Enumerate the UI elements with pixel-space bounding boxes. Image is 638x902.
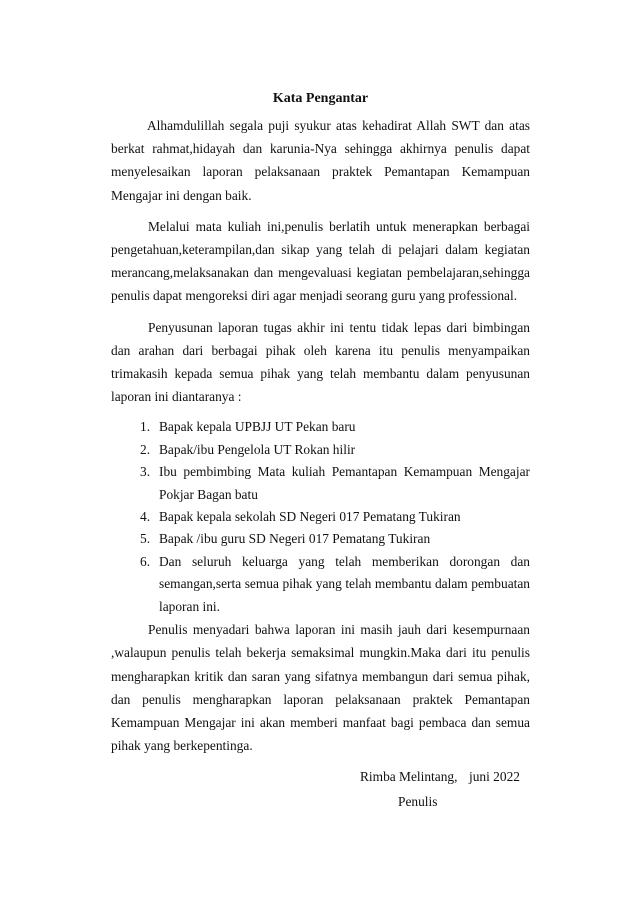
acknowledgement-list [111,416,530,618]
document-page [111,88,530,825]
paragraph-closing: Penulis menyadari bahwa laporan ini masih jauh dari kesempurnaan ,walaupun penulis telah bekerja semaksimal mungkin.Maka dari itu penulis mengharapkan kritik dan saran yang sifatnya membangun dari semua pihak, dan penulis mengharapkan laporan pelaksanaan praktek Pemantapan Kemampuan Mengajar ini akan memberi manfaat bagi pembaca dan semua pihak yang berkepentinga. [111,622,530,754]
list-item [111,461,530,506]
list-item-text: Bapak/ibu Pengelola UT Rokan hilir [159,441,356,457]
list-item-number: 5. [140,531,151,547]
list-item [111,528,530,550]
paragraph-intro: Alhamdulillah segala puji syukur atas kehadirat Allah SWT dan atas berkat rahmat,hidayah dan karunia-Nya sehingga akhirnya penulis dapat menyelesaikan laporan pelaksanaan praktek Pemantapan Kemampuan Mengajar ini dengan baik. [111,118,530,203]
paragraph-course: Melalui mata kuliah ini,penulis berlatih untuk menerapkan berbagai pengetahuan,keterampilan,dan sikap yang telah di pelajari dalam kegiatan merancang,melaksanakan dan mengevaluasi kegiatan pembelajaran,sehingga penulis dapat mengoreksi diri agar menjadi seorang guru yang professional. [111,218,530,304]
list-item-number: 2. [140,441,151,457]
list-item-text: Ibu pembimbing Mata kuliah Pemantapan Kemampuan Mengajar Pokjar Bagan batu [159,464,530,502]
list-item-text: Bapak /ibu guru SD Negeri 017 Pematang Tukiran [159,531,431,547]
list-item-text: Dan seluruh keluarga yang telah memberikan dorongan dan semangan,serta semua pihak yang telah membantu dalam pembuatan laporan ini. [159,553,530,614]
paragraph-thanks: Penyusunan laporan tugas akhir ini tentu tidak lepas dari bimbingan dan arahan dari berbagai pihak oleh karena itu penulis menyampaikan trimakasih kepada semua pihak yang telah membantu dalam penyusunan laporan ini diantaranya : [111,319,530,405]
list-item-number: 4. [140,509,151,525]
signature-date: juni 2022 [469,769,520,785]
signature-block [111,765,530,825]
list-item [111,506,530,528]
signature-place: Rimba Melintang, [360,769,458,785]
list-item-text: Bapak kepala sekolah SD Negeri 017 Pematang Tukiran [159,509,461,525]
list-item-number: 1. [140,419,151,435]
list-item [111,416,530,438]
signature-author: Penulis [398,794,438,810]
document-title: Kata Pengantar [272,91,369,106]
list-item-number: 3. [140,464,151,480]
list-item [111,551,530,618]
list-item-text: Bapak kepala UPBJJ UT Pekan baru [159,419,356,435]
list-item-number: 6. [140,553,151,569]
list-item [111,439,530,461]
